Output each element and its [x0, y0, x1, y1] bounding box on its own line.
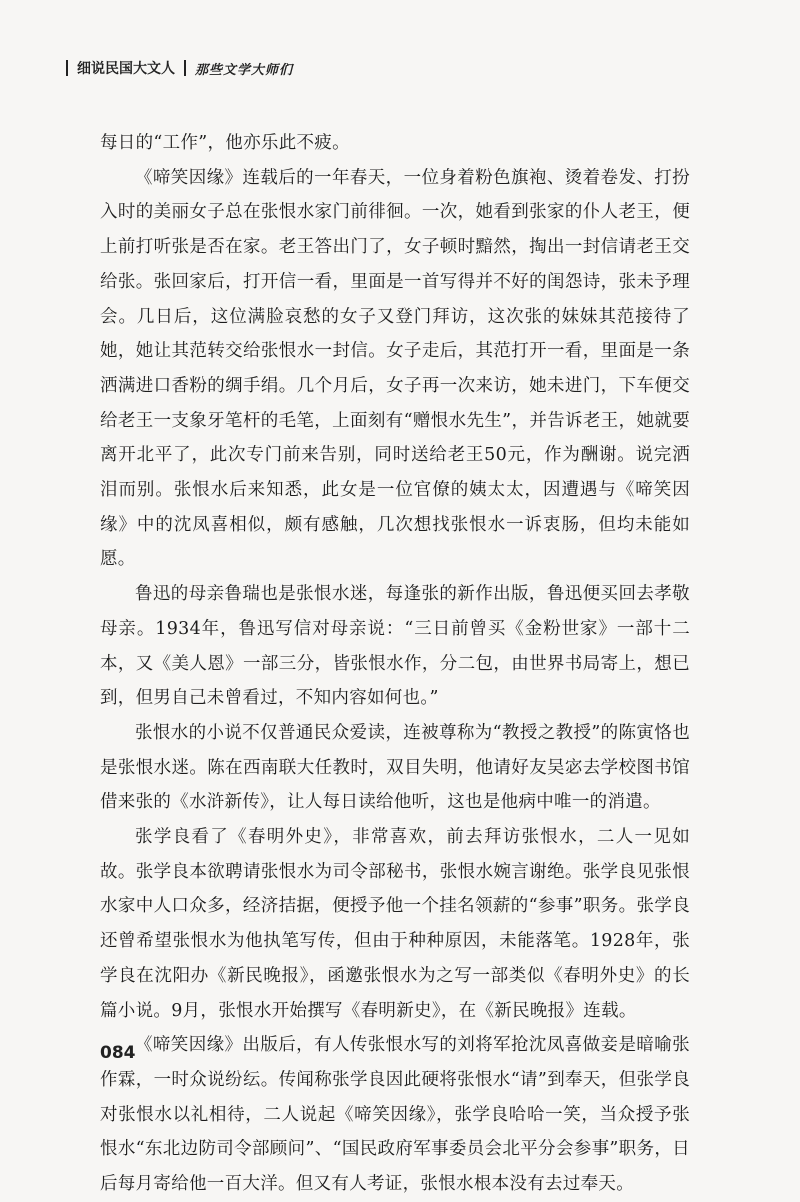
paragraph-admirer: 《啼笑因缘》连载后的一年春天，一位身着粉色旗袍、烫着卷发、打扮入时的美丽女子总在张恨水家门前徘徊。一次，她看到张家的仆人老王，便上前打听张是否在家。老王答出门了，女子顿时黯然，掏出一封信请老王交给张。张回家后，打开信一看，里面是一首写得并不好的闺怨诗，张未予理会。几日后，这位满脸哀愁的女子又登门拜访，这次张的妹妹其范接待了她，她让其范转交给张恨水一封信。女子走后，其范打开一看，里面是一条洒满进口香粉的绸手绢。几个月后，女子再一次来访，她未进门，下车便交给老王一支象牙笔杆的毛笔，上面刻有“赠恨水先生”，并告诉老王，她就要离开北平了，此次专门前来告别，同时送给老王50元，作为酬谢。说完洒泪而别。张恨水后来知悉，此女是一位官僚的姨太太，因遭遇与《啼笑因缘》中的沈凤喜相似，颇有感触，几次想找张恨水一诉衷肠，但均未能如愿。	[100, 167, 690, 570]
paragraph-chen-yinke: 张恨水的小说不仅普通民众爱读，连被尊称为“教授之教授”的陈寅恪也是张恨水迷。陈在西南联大任教时，双目失明，他请好友吴宓去学校图书馆借来张的《水浒新传》，让人每日读给他听，这也是他病中唯一的消遣。	[100, 722, 690, 813]
paragraph-continued: 每日的“工作”，他亦乐此不疲。	[100, 133, 350, 153]
paragraph-lu-xun-mother: 鲁迅的母亲鲁瑞也是张恨水迷，每逢张的新作出版，鲁迅便买回去孝敬母亲。1934年，鲁迅写信对母亲说：“三日前曾买《金粉世家》一部十二本，又《美人恩》一部三分，皆张恨水作，分二包，由世界书局寄上，想已到，但男自己未曾看过，不知内容如何也。”	[100, 584, 690, 709]
running-header	[66, 58, 293, 78]
header-rule-left	[66, 60, 68, 76]
paragraph-rumor: 《啼笑因缘》出版后，有人传张恨水写的刘将军抢沈凤喜做妾是暗喻张作霖，一时众说纷纭。传闻称张学良因此硬将张恨水“请”到奉天，但张学良对张恨水以礼相待，二人说起《啼笑因缘》，张学良哈哈一笑，当众授予张恨水“东北边防司令部顾问”、“国民政府军事委员会北平分会参事”职务，日后每月寄给他一百大洋。但又有人考证，张恨水根本没有去过奉天。	[100, 1035, 690, 1195]
book-title: 细说民国大文人	[77, 61, 175, 77]
page-number: 084	[100, 1043, 136, 1063]
paragraph-zhang-xueliang: 张学良看了《春明外史》，非常喜欢，前去拜访张恨水，二人一见如故。张学良本欲聘请张恨水为司令部秘书，张恨水婉言谢绝。张学良见张恨水家中人口众多，经济拮据，便授予他一个挂名领薪的“参事”职务。张学良还曾希望张恨水为他执笔写传，但由于种种原因，未能落笔。1928年，张学良在沈阳办《新民晚报》，函邀张恨水为之写一部类似《春明外史》的长篇小说。9月，张恨水开始撰写《春明新史》，在《新民晚报》连载。	[100, 827, 690, 1021]
section-title: 那些文学大师们	[195, 62, 294, 78]
body-text	[100, 126, 690, 1202]
header-rule-mid	[184, 60, 186, 76]
